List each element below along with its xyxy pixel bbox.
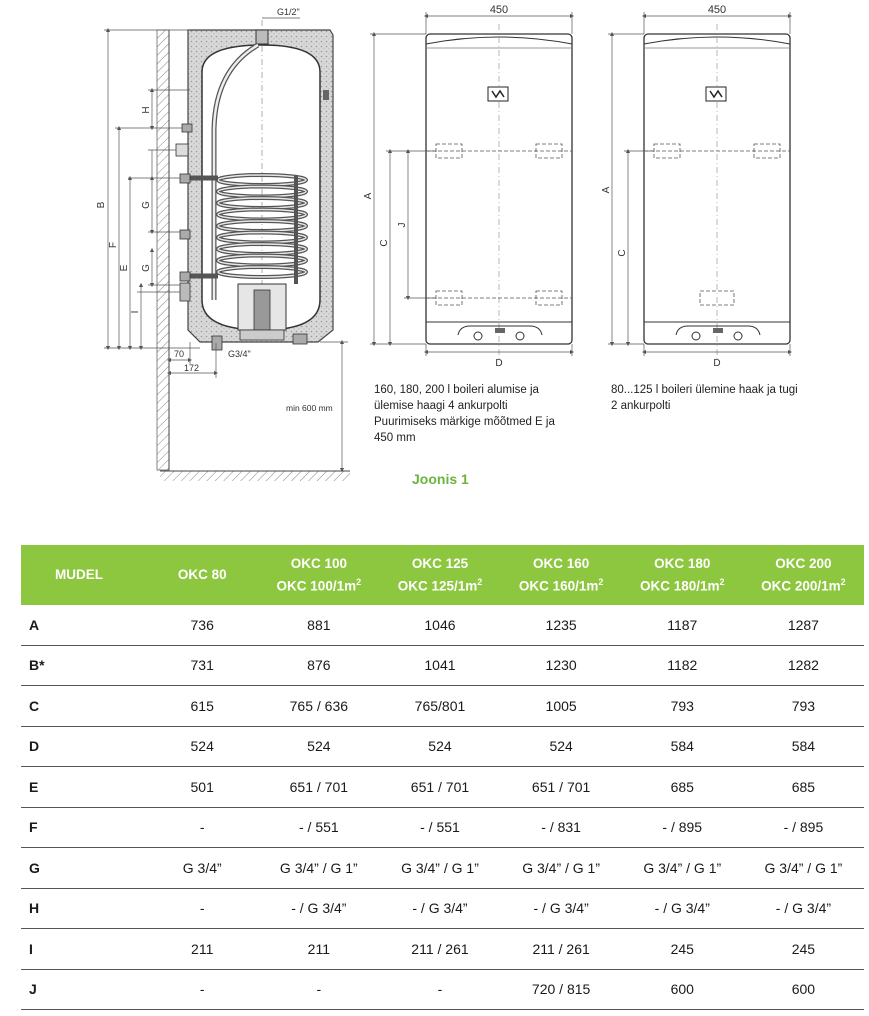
table-cell: 1041	[379, 645, 500, 686]
header-model: MUDEL	[21, 545, 146, 605]
table-cell: 736	[146, 605, 258, 645]
table-cell: 1005	[501, 686, 622, 727]
top-connection	[256, 30, 268, 44]
table-cell: 211 / 261	[501, 929, 622, 970]
table-row	[21, 605, 864, 645]
table-cell: 720 / 815	[501, 969, 622, 1010]
table-cell: 211	[146, 929, 258, 970]
header-okc80: OKC 80	[146, 545, 258, 605]
table-cell: 1235	[501, 605, 622, 645]
side-section-view	[96, 7, 350, 481]
table-row	[21, 686, 864, 727]
table-cell: 584	[622, 726, 743, 767]
side-label-e: E	[119, 264, 130, 272]
table-cell: 651 / 701	[258, 767, 379, 808]
floor	[160, 471, 350, 481]
row-label: E	[21, 767, 146, 808]
right-label-a: A	[601, 186, 612, 194]
front-view-small	[601, 4, 790, 369]
table-cell: - / G 3/4”	[258, 888, 379, 929]
row-label: I	[21, 929, 146, 970]
side-label-b: B	[96, 201, 107, 209]
header-okc180: OKC 180 OKC $180/1m^2$	[622, 545, 743, 605]
table-cell: G 3/4” / G 1”	[743, 848, 864, 889]
table-cell: - / 895	[743, 807, 864, 848]
table-cell: 211 / 261	[379, 929, 500, 970]
table-body	[21, 605, 864, 1010]
table-row	[21, 848, 864, 889]
note-line: ülemise haagi 4 ankurpolti	[374, 400, 508, 412]
table-cell: - / G 3/4”	[622, 888, 743, 929]
row-label: A	[21, 605, 146, 645]
row-label: D	[21, 726, 146, 767]
connection-h	[182, 124, 192, 132]
table-cell: -	[146, 888, 258, 929]
table-cell: G 3/4” / G 1”	[622, 848, 743, 889]
row-label: C	[21, 686, 146, 727]
table-cell: 600	[622, 969, 743, 1010]
connection-f	[176, 144, 188, 156]
table-cell: - / G 3/4”	[379, 888, 500, 929]
table-cell: G 3/4” / G 1”	[379, 848, 500, 889]
table-cell: 651 / 701	[379, 767, 500, 808]
table-row	[21, 929, 864, 970]
table-cell: - / G 3/4”	[501, 888, 622, 929]
row-label: J	[21, 969, 146, 1010]
table-cell: 501	[146, 767, 258, 808]
table-cell: 211	[258, 929, 379, 970]
table-cell: - / 895	[622, 807, 743, 848]
table-cell: 524	[258, 726, 379, 767]
connection-e	[180, 230, 190, 239]
table-cell: 1287	[743, 605, 864, 645]
dim-g34-label: G3/4"	[228, 349, 251, 359]
side-label-g1: G	[141, 201, 152, 209]
table-cell: 584	[743, 726, 864, 767]
table-cell: - / 551	[258, 807, 379, 848]
header-okc100: OKC 100 OKC $100/1m^2$	[258, 545, 379, 605]
table-cell: 685	[622, 767, 743, 808]
front-label-d: D	[495, 358, 503, 369]
table-cell: G 3/4” / G 1”	[501, 848, 622, 889]
table-cell: -	[146, 969, 258, 1010]
front-width-label: 450	[489, 4, 509, 16]
table-cell: 793	[743, 686, 864, 727]
table-row	[21, 969, 864, 1010]
table-row	[21, 888, 864, 929]
note-small-models	[611, 382, 841, 414]
note-line: Puurimiseks märkige mõõtmed E ja	[374, 416, 555, 428]
dimensions-table	[21, 545, 864, 1010]
front-view-large	[363, 4, 572, 369]
connection-g2	[180, 272, 190, 281]
row-label: G	[21, 848, 146, 889]
dim-g12-label: G1/2"	[277, 7, 300, 17]
table-cell: - / G 3/4”	[743, 888, 864, 929]
dim-172-label: 172	[184, 363, 200, 373]
table-header-row	[21, 545, 864, 605]
table-cell: 651 / 701	[501, 767, 622, 808]
note-large-models	[374, 382, 594, 446]
header-okc160: OKC 160 OKC $160/1m^2$	[501, 545, 622, 605]
table-cell: G 3/4”	[146, 848, 258, 889]
front-label-a: A	[363, 192, 374, 200]
table-cell: -	[258, 969, 379, 1010]
note-line: 80...125 l boileri ülemine haak ja tugi	[611, 384, 798, 396]
table-cell: 524	[146, 726, 258, 767]
row-label: H	[21, 888, 146, 929]
row-label: B*	[21, 645, 146, 686]
right-label-c: C	[617, 249, 628, 257]
side-label-g2: G	[141, 264, 152, 272]
dim-70-label: 70	[174, 349, 185, 359]
note-line: 450 mm	[374, 432, 416, 444]
front-label-c: C	[379, 239, 390, 247]
table-cell: - / 831	[501, 807, 622, 848]
right-label-d: D	[713, 358, 721, 369]
wall	[157, 30, 169, 470]
table-cell: 1230	[501, 645, 622, 686]
side-label-i: I	[130, 310, 141, 314]
table-cell: 881	[258, 605, 379, 645]
right-width-label: 450	[707, 4, 727, 16]
table-cell: 765 / 636	[258, 686, 379, 727]
table-cell: 615	[146, 686, 258, 727]
table-cell: - / 551	[379, 807, 500, 848]
table-cell: -	[379, 969, 500, 1010]
side-label-h: H	[141, 106, 152, 114]
table-cell: 765/801	[379, 686, 500, 727]
table-row	[21, 726, 864, 767]
table-cell: 1046	[379, 605, 500, 645]
table-cell: G 3/4” / G 1”	[258, 848, 379, 889]
connection-g1	[180, 174, 190, 183]
table-cell: 245	[622, 929, 743, 970]
table-row	[21, 645, 864, 686]
table-cell: 1282	[743, 645, 864, 686]
dim-min600-label: min 600 mm	[286, 403, 333, 413]
note-line: 160, 180, 200 l boileri alumise ja	[374, 384, 539, 396]
table-row	[21, 767, 864, 808]
connection-i	[180, 283, 190, 301]
table-cell: -	[146, 807, 258, 848]
table-cell: 1187	[622, 605, 743, 645]
table-cell: 731	[146, 645, 258, 686]
side-label-f: F	[108, 241, 119, 249]
table-cell: 524	[379, 726, 500, 767]
table-cell: 1182	[622, 645, 743, 686]
table-cell: 793	[622, 686, 743, 727]
header-okc200: OKC 200 OKC $200/1m^2$	[743, 545, 864, 605]
note-line: 2 ankurpolti	[611, 400, 671, 412]
table-cell: 524	[501, 726, 622, 767]
row-label: F	[21, 807, 146, 848]
figure-caption: Joonis 1	[412, 471, 469, 487]
table-row	[21, 807, 864, 848]
table-cell: 685	[743, 767, 864, 808]
table-cell: 245	[743, 929, 864, 970]
table-cell: 876	[258, 645, 379, 686]
header-okc125: OKC 125 OKC $125/1m^2$	[379, 545, 500, 605]
table-cell: 600	[743, 969, 864, 1010]
front-label-j: J	[397, 222, 408, 228]
